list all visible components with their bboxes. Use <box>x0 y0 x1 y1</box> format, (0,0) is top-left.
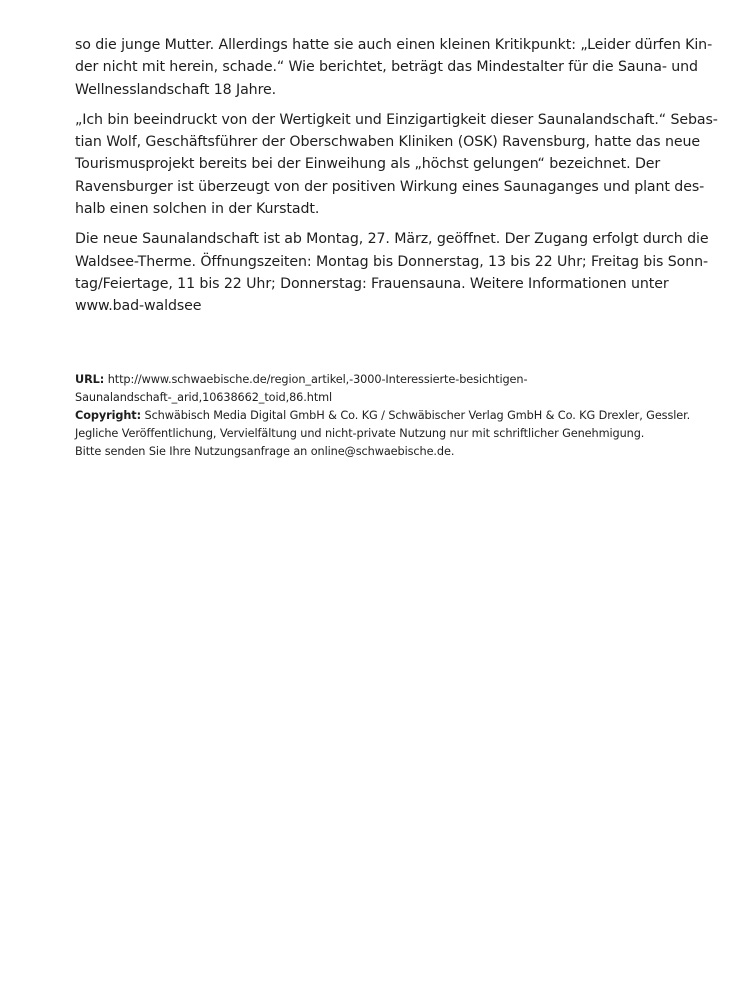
paragraph-line: www.bad-waldsee <box>75 298 202 315</box>
copyright-contact: Bitte senden Sie Ihre Nutzungsanfrage an online@schwaebische.de. <box>75 444 455 458</box>
article-metadata <box>75 371 695 461</box>
paragraph-line: Wellnesslandschaft 18 Jahre. <box>75 81 277 98</box>
article-body <box>75 34 718 326</box>
url-value: http://www.schwaebische.de/region_artikel,-3000-Interessierte-besichtigen- <box>107 373 528 386</box>
copyright-line <box>75 407 695 425</box>
paragraph-line: so die junge Mutter. Allerdings hatte sie auch einen kleinen Kritikpunkt: „Leider dürfen Kin- <box>75 37 713 53</box>
paragraph-line: Tourismusprojekt bereits bei der Einweihung als „höchst gelungen“ bezeichnet. Der <box>75 156 661 173</box>
paragraph-line: Die neue Saunalandschaft ist ab Montag, 27. März, geöffnet. Der Zugang erfolgt durch die <box>75 231 709 248</box>
copyright-text-continued: Jegliche Veröffentlichung, Vervielfältung und nicht-private Nutzung nur mit schriftlicher Genehmigung. <box>75 426 645 440</box>
paragraph-line: Waldsee-Therme. Öffnungszeiten: Montag bis Donnerstag, 13 bis 22 Uhr; Freitag bis Sonn- <box>75 253 709 270</box>
paragraph-line: tian Wolf, Geschäftsführer der Oberschwaben Kliniken (OSK) Ravensburg, hatte das neue <box>75 134 700 151</box>
article-paragraph-1 <box>75 34 713 101</box>
url-label: URL: <box>75 373 105 386</box>
article-paragraph-3 <box>75 228 709 317</box>
paragraph-line: „Ich bin beeindruckt von der Wertigkeit und Einzigartigkeit dieser Saunalandschaft.“ Sebas- <box>75 111 718 128</box>
article-paragraph-2 <box>75 109 718 220</box>
paragraph-line: halb einen solchen in der Kurstadt. <box>75 201 320 218</box>
paragraph-line: Ravensburger ist überzeugt von der positiven Wirkung eines Saunaganges und plant des- <box>75 178 705 195</box>
url-value-continued: Saunalandschaft-_arid,10638662_toid,86.html <box>75 390 333 404</box>
paragraph-line: der nicht mit herein, schade.“ Wie berichtet, beträgt das Mindestalter für die Sauna- und <box>75 59 698 76</box>
url-line <box>75 371 695 389</box>
copyright-label: Copyright: <box>75 408 141 422</box>
copyright-text: Schwäbisch Media Digital GmbH & Co. KG / Schwäbischer Verlag GmbH & Co. KG Drexler, Gessler. <box>144 408 691 422</box>
paragraph-line: tag/Feiertage, 11 bis 22 Uhr; Donnerstag: Frauensauna. Weitere Informationen unter <box>75 275 669 292</box>
